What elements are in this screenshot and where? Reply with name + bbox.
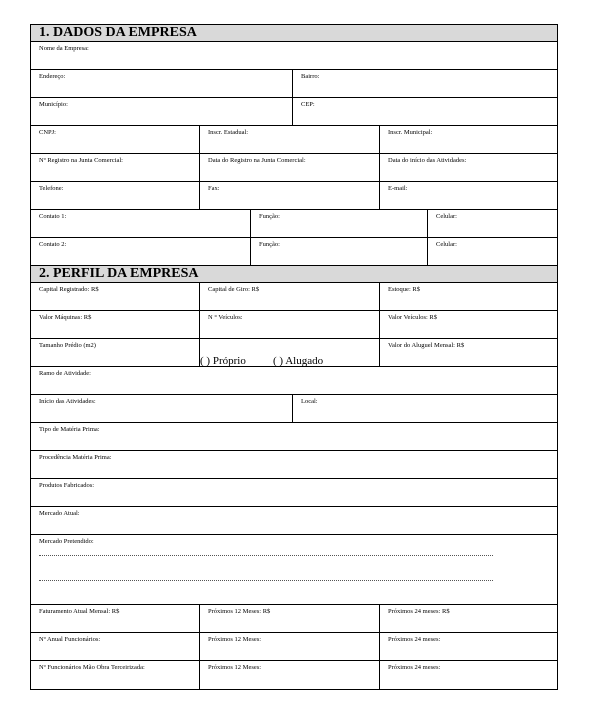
label-data-registro: Data do Registro na Junta Comercial: bbox=[208, 157, 306, 164]
label-nome-empresa: Nome da Empresa: bbox=[39, 45, 89, 52]
row-mercado-pretendido bbox=[31, 535, 557, 605]
field-terceirizada-24-meses[interactable] bbox=[380, 661, 557, 689]
field-celular1[interactable] bbox=[428, 210, 557, 237]
label-contato1: Contato 1: bbox=[39, 213, 67, 220]
field-email[interactable] bbox=[380, 182, 557, 209]
row-municipio bbox=[31, 98, 557, 126]
field-procedencia-materia-prima[interactable] bbox=[31, 451, 557, 478]
label-bairro: Bairro: bbox=[301, 73, 320, 80]
label-funcionarios-24-meses: Próximos 24 meses: bbox=[388, 636, 441, 643]
label-celular1: Celular: bbox=[436, 213, 457, 220]
field-contato2[interactable] bbox=[31, 238, 251, 265]
field-registro-junta[interactable] bbox=[31, 154, 200, 181]
field-faturamento-atual[interactable] bbox=[31, 605, 200, 632]
label-municipio: Município: bbox=[39, 101, 68, 108]
label-n-anual-funcionarios: Nº Anual Funcionários: bbox=[39, 636, 101, 643]
label-email: E-mail: bbox=[388, 185, 408, 192]
row-faturamento bbox=[31, 605, 557, 633]
label-inicio-atividades: Início das Atividades: bbox=[39, 398, 96, 405]
field-capital-registrado[interactable] bbox=[31, 283, 200, 310]
field-n-funcionarios-terceirizada[interactable] bbox=[31, 661, 200, 689]
row-contato2 bbox=[31, 238, 557, 266]
label-cnpj: CNPJ: bbox=[39, 129, 56, 136]
row-endereco bbox=[31, 70, 557, 98]
section-title-perfil-empresa: 2. PERFIL DA EMPRESA bbox=[31, 266, 557, 283]
label-faturamento-12-meses: Próximos 12 Meses: R$ bbox=[208, 608, 271, 615]
field-estoque[interactable] bbox=[380, 283, 557, 310]
option-proprio[interactable]: ( ) Próprio bbox=[200, 355, 246, 367]
row-tipo-materia bbox=[31, 423, 557, 451]
label-mercado-atual: Mercado Atual: bbox=[39, 510, 80, 517]
field-inscr-municipal[interactable] bbox=[380, 126, 557, 153]
label-funcao2: Função: bbox=[259, 241, 280, 248]
label-endereco: Endereço: bbox=[39, 73, 66, 80]
row-contato1 bbox=[31, 210, 557, 238]
row-funcionarios bbox=[31, 633, 557, 661]
field-produtos-fabricados[interactable] bbox=[31, 479, 557, 506]
row-nome-empresa bbox=[31, 42, 557, 70]
field-endereco[interactable] bbox=[31, 70, 293, 97]
row-ramo bbox=[31, 367, 557, 395]
section-title-dados-empresa: 1. DADOS DA EMPRESA bbox=[31, 25, 557, 42]
field-valor-maquinas[interactable] bbox=[31, 311, 200, 338]
label-tipo-materia-prima: Tipo de Matéria Prima: bbox=[39, 426, 100, 433]
field-cep[interactable] bbox=[293, 98, 557, 125]
label-celular2: Celular: bbox=[436, 241, 457, 248]
field-tamanho-predio[interactable] bbox=[31, 339, 200, 366]
label-valor-maquinas: Valor Máquinas: R$ bbox=[39, 314, 92, 321]
field-n-anual-funcionarios[interactable] bbox=[31, 633, 200, 660]
label-telefone: Telefone: bbox=[39, 185, 64, 192]
label-n-veiculos: N ° Veículos: bbox=[208, 314, 243, 321]
field-nome-empresa[interactable] bbox=[31, 42, 557, 69]
row-capital bbox=[31, 283, 557, 311]
field-faturamento-12-meses[interactable] bbox=[200, 605, 380, 632]
label-valor-aluguel: Valor do Aluguel Mensal: R$ bbox=[388, 342, 465, 349]
label-inscr-municipal: Inscr. Municipal: bbox=[388, 129, 433, 136]
field-municipio[interactable] bbox=[31, 98, 293, 125]
field-valor-veiculos[interactable] bbox=[380, 311, 557, 338]
label-inscr-estadual: Inscr. Estadual: bbox=[208, 129, 249, 136]
label-funcionarios-12-meses: Próximos 12 Meses: bbox=[208, 636, 262, 643]
field-funcionarios-12-meses[interactable] bbox=[200, 633, 380, 660]
row-maquinas bbox=[31, 311, 557, 339]
label-procedencia-materia-prima: Procedência Matéria Prima: bbox=[39, 454, 112, 461]
company-form bbox=[30, 24, 558, 690]
option-alugado[interactable]: ( ) Alugado bbox=[273, 355, 324, 367]
label-estoque: Estoque: R$ bbox=[388, 286, 420, 293]
field-cnpj[interactable] bbox=[31, 126, 200, 153]
field-ramo-atividade[interactable] bbox=[31, 367, 557, 394]
label-produtos-fabricados: Produtos Fabricados: bbox=[39, 482, 95, 489]
label-faturamento-atual: Faturamento Atual Mensal: R$ bbox=[39, 608, 120, 615]
label-data-inicio: Data do início das Atividades: bbox=[388, 157, 467, 164]
field-inscr-estadual[interactable] bbox=[200, 126, 380, 153]
field-terceirizada-12-meses[interactable] bbox=[200, 661, 380, 689]
row-inicio bbox=[31, 395, 557, 423]
label-local: Local: bbox=[301, 398, 318, 405]
label-faturamento-24-meses: Próximos 24 meses: R$ bbox=[388, 608, 450, 615]
dotted-line-1 bbox=[39, 555, 493, 556]
row-predio bbox=[31, 339, 557, 367]
label-capital-giro: Capital de Giro: R$ bbox=[208, 286, 260, 293]
field-capital-giro[interactable] bbox=[200, 283, 380, 310]
field-local[interactable] bbox=[293, 395, 557, 422]
label-valor-veiculos: Valor Veículos: R$ bbox=[388, 314, 437, 321]
label-registro-junta: Nº Registro na Junta Comercial: bbox=[39, 157, 123, 164]
label-funcao1: Função: bbox=[259, 213, 280, 220]
label-cep: CEP: bbox=[301, 101, 315, 108]
label-contato2: Contato 2: bbox=[39, 241, 67, 248]
field-funcao1[interactable] bbox=[251, 210, 428, 237]
field-tipo-imovel bbox=[200, 339, 380, 366]
row-produtos bbox=[31, 479, 557, 507]
label-tamanho-predio: Tamanho Prédio (m2) bbox=[39, 342, 96, 349]
field-data-registro[interactable] bbox=[200, 154, 380, 181]
label-fax: Fax: bbox=[208, 185, 220, 192]
field-celular2[interactable] bbox=[428, 238, 557, 265]
row-procedencia bbox=[31, 451, 557, 479]
field-n-veiculos[interactable] bbox=[200, 311, 380, 338]
field-telefone[interactable] bbox=[31, 182, 200, 209]
field-mercado-pretendido[interactable] bbox=[31, 535, 557, 604]
field-faturamento-24-meses[interactable] bbox=[380, 605, 557, 632]
row-registro bbox=[31, 154, 557, 182]
row-cnpj bbox=[31, 126, 557, 154]
row-terceirizada bbox=[31, 661, 557, 689]
field-contato1[interactable] bbox=[31, 210, 251, 237]
field-bairro[interactable] bbox=[293, 70, 557, 97]
label-ramo-atividade: Ramo de Atividade: bbox=[39, 370, 91, 377]
field-mercado-atual[interactable] bbox=[31, 507, 557, 534]
dotted-line-2 bbox=[39, 580, 493, 581]
field-funcao2[interactable] bbox=[251, 238, 428, 265]
field-inicio-atividades[interactable] bbox=[31, 395, 293, 422]
field-valor-aluguel[interactable] bbox=[380, 339, 557, 366]
field-tipo-materia-prima[interactable] bbox=[31, 423, 557, 450]
label-capital-registrado: Capital Registrado: R$ bbox=[39, 286, 99, 293]
field-data-inicio[interactable] bbox=[380, 154, 557, 181]
label-mercado-pretendido: Mercado Pretendido: bbox=[39, 538, 94, 545]
label-terceirizada-12-meses: Próximos 12 Meses: bbox=[208, 664, 262, 671]
row-telefone bbox=[31, 182, 557, 210]
label-terceirizada-24-meses: Próximos 24 meses: bbox=[388, 664, 441, 671]
row-mercado-atual bbox=[31, 507, 557, 535]
label-n-funcionarios-terceirizada: Nº Funcionários Mão Obra Terceirizada: bbox=[39, 664, 145, 671]
field-fax[interactable] bbox=[200, 182, 380, 209]
field-funcionarios-24-meses[interactable] bbox=[380, 633, 557, 660]
